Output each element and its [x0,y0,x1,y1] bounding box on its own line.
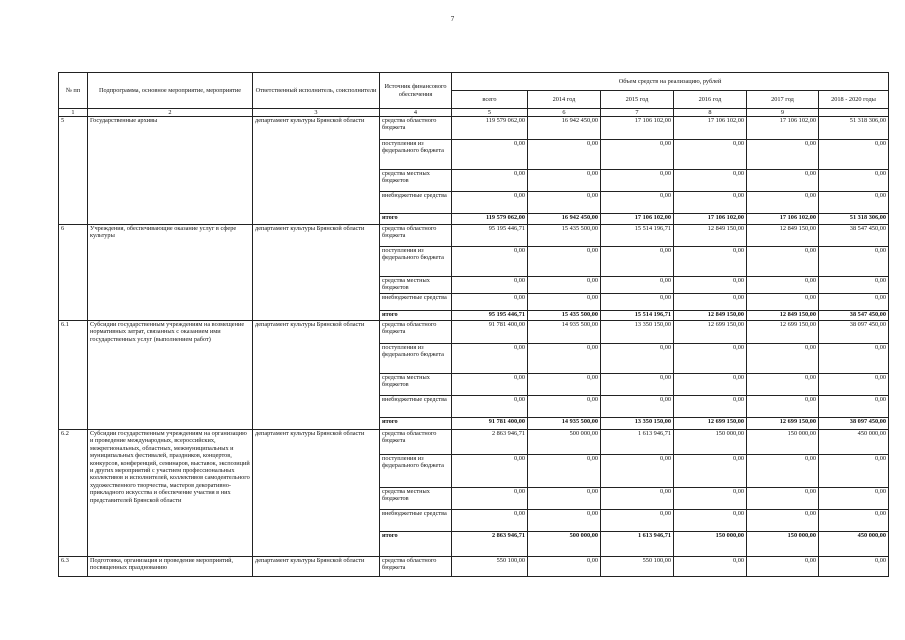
amount-cell: 12 849 150,00 [674,225,747,247]
amount-cell: 0,00 [601,396,674,418]
amount-cell: 0,00 [819,374,889,396]
amount-cell: 0,00 [747,247,819,277]
column-number: 5 [452,109,528,117]
amount-cell: 0,00 [674,140,747,170]
item-executor: департамент культуры Брянской области [253,225,380,321]
funding-source: поступления из федерального бюджета [380,455,452,488]
item-name: Субсидии государственным учреждениям на организацию и проведение международных, всероссийских, межрегиональных, областных, межмуниципальных и муниципальных фестивалей, праздников, концертов, конкурсов, конференций, семинаров, выставок, экспозиций и других мероприятий с участием профессиональных коллективов и исполнителей, коллективов самодеятельного художественного творчества, мастеров декоративно-прикладного искусства и обеспечение участия в них представителей Брянской области [88,430,253,557]
amount-cell: 2 863 946,71 [452,532,528,557]
amount-cell: 0,00 [452,140,528,170]
amount-cell: 17 106 102,00 [674,214,747,225]
header-2016: 2016 год [674,91,747,109]
amount-cell: 0,00 [747,488,819,510]
item-number: 6 [59,225,88,321]
amount-cell: 0,00 [452,170,528,192]
amount-cell: 0,00 [601,455,674,488]
amount-cell: 17 106 102,00 [747,117,819,140]
header-total: всего [452,91,528,109]
amount-cell: 0,00 [747,140,819,170]
column-number: 8 [674,109,747,117]
amount-cell: 450 000,00 [819,532,889,557]
amount-cell: 0,00 [674,488,747,510]
funding-source: средства областного бюджета [380,430,452,455]
amount-cell: 0,00 [601,192,674,214]
column-number: 6 [528,109,601,117]
column-number: 1 [59,109,88,117]
amount-cell: 38 097 450,00 [819,321,889,344]
amount-cell: 0,00 [528,557,601,577]
amount-cell: 95 195 446,71 [452,311,528,321]
amount-cell: 0,00 [528,488,601,510]
amount-cell: 0,00 [747,374,819,396]
amount-cell: 38 097 450,00 [819,418,889,430]
funding-source: поступления из федерального бюджета [380,247,452,277]
amount-cell: 0,00 [601,374,674,396]
amount-cell: 13 350 150,00 [601,321,674,344]
amount-cell: 0,00 [819,557,889,577]
amount-cell: 0,00 [601,294,674,311]
amount-cell: 12 849 150,00 [747,311,819,321]
amount-cell: 0,00 [674,455,747,488]
amount-cell: 150 000,00 [747,430,819,455]
amount-cell: 0,00 [528,192,601,214]
funding-source: средства областного бюджета [380,557,452,577]
amount-cell: 0,00 [601,510,674,532]
amount-cell: 0,00 [747,294,819,311]
column-number: 4 [380,109,452,117]
amount-cell: 0,00 [747,510,819,532]
amount-cell: 150 000,00 [674,430,747,455]
header-2015: 2015 год [601,91,674,109]
amount-cell: 0,00 [819,277,889,294]
column-number: 7 [601,109,674,117]
amount-cell: 0,00 [452,374,528,396]
amount-cell: 0,00 [452,192,528,214]
amount-cell: 0,00 [601,344,674,374]
amount-cell: 0,00 [452,247,528,277]
amount-cell: 0,00 [674,294,747,311]
amount-cell: 0,00 [601,170,674,192]
amount-cell: 0,00 [528,396,601,418]
amount-cell: 12 699 150,00 [674,321,747,344]
amount-cell: 91 781 400,00 [452,418,528,430]
item-name: Субсидии государственным учреждениям на возмещение нормативных затрат, связанных с оказанием ими государственных услуг (выполнением работ) [88,321,253,430]
amount-cell: 15 514 196,71 [601,311,674,321]
amount-cell: 0,00 [452,488,528,510]
header-2014: 2014 год [528,91,601,109]
column-number: 2 [88,109,253,117]
amount-cell: 0,00 [819,510,889,532]
header-2018-2020: 2018 - 2020 годы [819,91,889,109]
amount-cell: 150 000,00 [674,532,747,557]
amount-cell: 0,00 [601,140,674,170]
amount-cell: 0,00 [747,455,819,488]
amount-cell: 0,00 [819,455,889,488]
amount-cell: 17 106 102,00 [674,117,747,140]
amount-cell: 450 000,00 [819,430,889,455]
item-name: Учреждения, обеспечивающие оказание услуг в сфере культуры [88,225,253,321]
amount-cell: 0,00 [674,510,747,532]
amount-cell: 0,00 [747,170,819,192]
table-row [59,430,889,455]
funding-source: поступления из федерального бюджета [380,140,452,170]
funding-source: средства областного бюджета [380,117,452,140]
amount-cell: 0,00 [747,557,819,577]
amount-cell: 0,00 [601,277,674,294]
funding-source: внебюджетные средства [380,192,452,214]
item-executor: департамент культуры Брянской области [253,430,380,557]
amount-cell: 0,00 [674,557,747,577]
table-row [59,321,889,344]
amount-cell: 17 106 102,00 [601,117,674,140]
column-number: 3 [253,109,380,117]
column-number-row [59,109,889,117]
amount-cell: 500 000,00 [528,532,601,557]
header-num: № пп [59,73,88,109]
header-2017: 2017 год [747,91,819,109]
funding-source: внебюджетные средства [380,510,452,532]
funding-source: средства местных бюджетов [380,277,452,294]
item-name: Подготовка, организация и проведение мероприятий, посвященных празднованию [88,557,253,577]
amount-cell: 0,00 [452,277,528,294]
amount-cell: 0,00 [674,344,747,374]
amount-cell: 0,00 [674,396,747,418]
amount-cell: 0,00 [819,247,889,277]
amount-cell: 500 000,00 [528,430,601,455]
funding-source: итого [380,311,452,321]
amount-cell: 38 547 450,00 [819,225,889,247]
funding-source: итого [380,532,452,557]
amount-cell: 17 106 102,00 [747,214,819,225]
amount-cell: 0,00 [674,192,747,214]
item-name: Государственные архивы [88,117,253,225]
amount-cell: 119 579 062,00 [452,214,528,225]
item-number: 6.2 [59,430,88,557]
funding-table [58,72,889,577]
amount-cell: 16 942 450,00 [528,117,601,140]
funding-source: средства областного бюджета [380,225,452,247]
amount-cell: 0,00 [452,344,528,374]
column-number: 9 [747,109,819,117]
amount-cell: 91 781 400,00 [452,321,528,344]
amount-cell: 12 699 150,00 [674,418,747,430]
amount-cell: 17 106 102,00 [601,214,674,225]
amount-cell: 0,00 [674,374,747,396]
amount-cell: 0,00 [601,488,674,510]
amount-cell: 0,00 [452,396,528,418]
amount-cell: 0,00 [674,170,747,192]
funding-source: внебюджетные средства [380,396,452,418]
amount-cell: 0,00 [819,344,889,374]
amount-cell: 550 100,00 [601,557,674,577]
amount-cell: 0,00 [528,455,601,488]
amount-cell: 0,00 [528,277,601,294]
amount-cell: 14 935 500,00 [528,418,601,430]
amount-cell: 1 613 946,71 [601,430,674,455]
amount-cell: 150 000,00 [747,532,819,557]
amount-cell: 38 547 450,00 [819,311,889,321]
amount-cell: 0,00 [747,396,819,418]
page-number: 7 [450,15,455,23]
funding-source: средства местных бюджетов [380,170,452,192]
table-row [59,557,889,577]
amount-cell: 0,00 [528,140,601,170]
column-number [819,109,889,117]
amount-cell: 0,00 [528,374,601,396]
amount-cell: 16 942 450,00 [528,214,601,225]
amount-cell: 12 699 150,00 [747,418,819,430]
amount-cell: 15 435 500,00 [528,225,601,247]
item-executor: департамент культуры Брянской области [253,557,380,577]
amount-cell: 0,00 [452,455,528,488]
funding-source: средства областного бюджета [380,321,452,344]
amount-cell: 12 849 150,00 [674,311,747,321]
amount-cell: 15 514 196,71 [601,225,674,247]
amount-cell: 0,00 [819,140,889,170]
amount-cell: 0,00 [819,294,889,311]
table-row [59,225,889,247]
amount-cell: 0,00 [528,344,601,374]
amount-cell: 0,00 [819,170,889,192]
amount-cell: 13 350 150,00 [601,418,674,430]
amount-cell: 15 435 500,00 [528,311,601,321]
amount-cell: 0,00 [674,247,747,277]
item-number: 5 [59,117,88,225]
amount-cell: 51 318 306,00 [819,117,889,140]
amount-cell: 51 318 306,00 [819,214,889,225]
funding-source: итого [380,418,452,430]
item-executor: департамент культуры Брянской области [253,321,380,430]
amount-cell: 0,00 [528,294,601,311]
header-volume: Объем средств на реализацию, рублей [452,73,889,91]
funding-source: внебюджетные средства [380,294,452,311]
amount-cell: 0,00 [747,344,819,374]
amount-cell: 2 863 946,71 [452,430,528,455]
amount-cell: 0,00 [819,488,889,510]
header-program: Подпрограмма, основное мероприятие, мероприятие [88,73,253,109]
funding-source: средства местных бюджетов [380,374,452,396]
amount-cell: 0,00 [747,277,819,294]
item-number: 6.3 [59,557,88,577]
amount-cell: 0,00 [819,396,889,418]
header-source: Источник финансового обеспечения [380,73,452,109]
amount-cell: 0,00 [674,277,747,294]
item-executor: департамент культуры Брянской области [253,117,380,225]
table-row [59,117,889,140]
amount-cell: 1 613 946,71 [601,532,674,557]
funding-source: поступления из федерального бюджета [380,344,452,374]
item-number: 6.1 [59,321,88,430]
amount-cell: 95 195 446,71 [452,225,528,247]
amount-cell: 550 100,00 [452,557,528,577]
amount-cell: 0,00 [819,192,889,214]
amount-cell: 0,00 [528,510,601,532]
funding-source: итого [380,214,452,225]
amount-cell: 12 849 150,00 [747,225,819,247]
amount-cell: 0,00 [747,192,819,214]
header-executor: Ответственный исполнитель, соисполнители [253,73,380,109]
amount-cell: 0,00 [452,294,528,311]
amount-cell: 0,00 [601,247,674,277]
amount-cell: 12 699 150,00 [747,321,819,344]
funding-source: средства местных бюджетов [380,488,452,510]
amount-cell: 119 579 062,00 [452,117,528,140]
amount-cell: 0,00 [528,170,601,192]
amount-cell: 0,00 [452,510,528,532]
amount-cell: 14 935 500,00 [528,321,601,344]
amount-cell: 0,00 [528,247,601,277]
